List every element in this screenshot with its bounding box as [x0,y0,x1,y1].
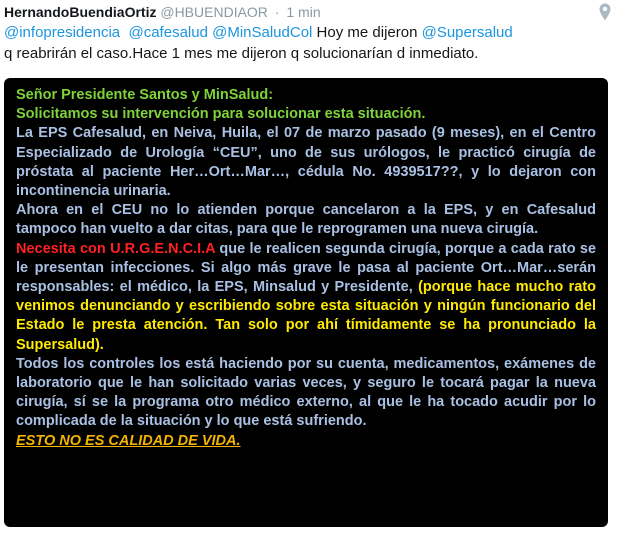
mention-supersalud[interactable]: @Supersalud [421,24,513,41]
tweet-text-part1: Hoy me dijeron [312,24,422,41]
image-paragraph-3-body: que le realicen segunda cirugía, porque a cada rato se le presentan infecciones. Si algo más grave le pasa al paciente Ort…Mar…serán responsables: el médico, la EPS, Minsalud y Presidente, [16,240,597,296]
attached-image[interactable] [4,78,608,527]
mention-cafesalud[interactable]: @cafesalud [128,24,208,41]
closing-text: ESTO NO ES CALIDAD DE VIDA. [16,432,241,449]
separator-dot: · [274,4,280,20]
author-name[interactable]: HernandoBuendiaOrtiz [4,4,157,20]
image-closing [16,432,596,451]
tweet-timestamp[interactable]: 1 min [286,4,321,20]
tweet-header [4,2,321,22]
tweet-text-part2: q reabrirán el caso.Hace 1 mes me dijeron q solucionarían d inmediato. [4,45,479,62]
image-heading-2: Solicitamos su intervención para solucionar esta situación. [16,106,426,123]
image-paragraph-3 [16,240,596,355]
urgency-text: Necesita con U.R.G.E.N.C.I.A [16,240,216,257]
image-heading-1: Señor Presidente Santos y MinSalud: [16,87,274,103]
map-pin-icon[interactable] [599,3,611,21]
image-paragraph-1: La EPS Cafesalud, en Neiva, Huila, el 07 de marzo pasado (9 meses), en el Centro Especializado de Urología “CEU”, uno de sus urólogos, le practicó cirugía de próstata al paciente Her…Ort…Mar…, cédula No. 4939517??, y lo dejaron con incontinencia urinaria. [16,125,596,200]
tweet-text [4,22,614,64]
image-paragraph-4: Todos los controles los está haciendo por su cuenta, medicamentos, exámenes de laboratorio que le han solicitado varias veces, y seguro le tocará pagar la nueva cirugía, sí se la programa otro médico externo, al que le ha tocado acudir por lo complicada de la situación y lo que está sufriendo. [16,355,596,430]
image-paragraph-3-highlight: (porque hace mucho rato venimos denunciando y escribiendo sobre esta situación y ningún funcionario del Estado le presta atención. Tan solo por ahí tímidamente se ha pronunciado la Supersalud). [16,279,596,353]
mention-infopresidencia[interactable]: @infopresidencia [4,24,121,41]
mention-minsaludcol[interactable]: @MinSaludCol [212,24,313,41]
image-paragraph-2: Ahora en el CEU no lo atienden porque cancelaron a la EPS, y en Cafesalud tampoco han vuelto a dar citas, para que le reprogramen una nueva cirugía. [16,202,596,238]
author-handle[interactable]: @HBUENDIAOR [160,4,268,20]
